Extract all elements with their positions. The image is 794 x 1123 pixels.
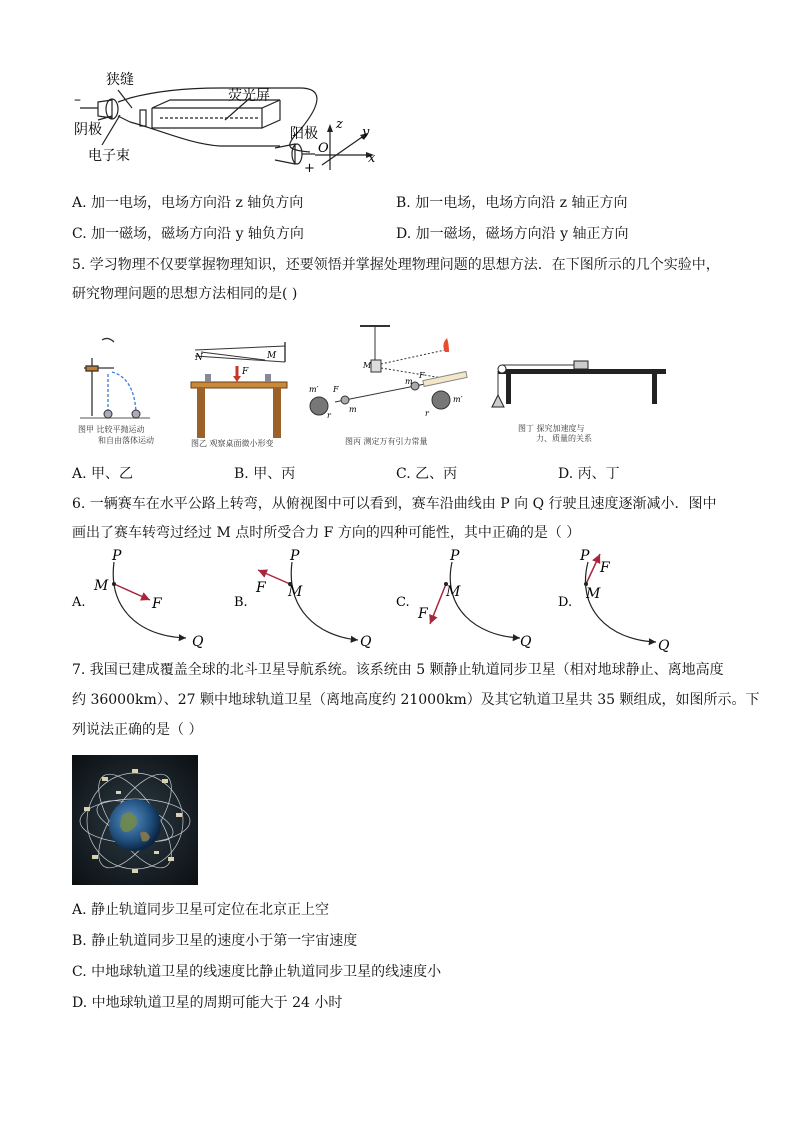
jia-caption-2: 和自由落体运动 bbox=[98, 436, 154, 445]
q4-option-a[interactable]: A. 加一电场，电场方向沿 z 轴负方向 bbox=[72, 195, 304, 211]
q6-letter-b: B. bbox=[234, 595, 248, 610]
ding-caption-2: 力、质量的关系 bbox=[536, 434, 592, 443]
beam-label: 电子束 bbox=[88, 148, 130, 164]
axis-z: z bbox=[336, 117, 343, 132]
q6-stem-line2: 画出了赛车转弯过经过 M 点时所受合力 F 方向的四种可能性，其中正确的是（ ） bbox=[72, 525, 581, 541]
q6-stem-line1: 6. 一辆赛车在水平公路上转弯，从俯视图中可以看到，赛车沿曲线由 P 向 Q 行驶且速度逐渐减小．图中 bbox=[72, 496, 717, 512]
yi-F: F bbox=[242, 367, 249, 377]
q5-stem-line2: 研究物理问题的思想方法相同的是( ) bbox=[72, 286, 298, 302]
slit-label: 狭缝 bbox=[106, 72, 134, 88]
q6-c-P: P bbox=[450, 548, 460, 564]
q5-option-a[interactable]: A. 甲、乙 bbox=[72, 466, 134, 482]
axis-y: y bbox=[362, 125, 370, 140]
bing-M: M bbox=[363, 361, 372, 370]
bing-m-2: m bbox=[405, 377, 413, 386]
q6-a-Q: Q bbox=[192, 634, 204, 650]
q7-option-a[interactable]: A. 静止轨道同步卫星可定位在北京正上空 bbox=[72, 902, 330, 918]
q7-option-d[interactable]: D. 中地球轨道卫星的周期可能大于 24 小时 bbox=[72, 995, 343, 1011]
cathode-label: 阴极 bbox=[74, 122, 102, 138]
q7-stem-line2: 约 36000km）、27 颗中地球轨道卫星（离地高度约 21000km）及其它轨道卫星共 35 颗组成，如图所示。下 bbox=[72, 692, 760, 708]
q6-c-Q: Q bbox=[520, 634, 532, 650]
bing-caption: 图丙 测定万有引力常量 bbox=[345, 437, 428, 446]
q6-letter-c: C. bbox=[396, 595, 410, 610]
bing-mprime-2: m′ bbox=[453, 395, 463, 404]
q5-stem-line1: 5. 学习物理不仅要掌握物理知识，还要领悟并掌握处理物理问题的思想方法．在下图所示的几个实验中， bbox=[72, 257, 720, 273]
q6-b-M: M bbox=[288, 584, 303, 600]
q6-b-Q: Q bbox=[360, 634, 372, 650]
q7-option-c[interactable]: C. 中地球轨道卫星的线速度比静止轨道同步卫星的线速度小 bbox=[72, 964, 442, 980]
q5-option-c[interactable]: C. 乙、丙 bbox=[396, 466, 458, 482]
q4-option-b[interactable]: B. 加一电场，电场方向沿 z 轴正方向 bbox=[396, 195, 628, 211]
q6-d-P: P bbox=[580, 548, 590, 564]
q7-stem-line1: 7. 我国已建成覆盖全球的北斗卫星导航系统。该系统由 5 颗静止轨道同步卫星（相对地球静止、离地高度 bbox=[72, 662, 724, 678]
q6-b-F: F bbox=[256, 580, 266, 596]
q6-c-M: M bbox=[446, 584, 461, 600]
bing-F-2: F bbox=[419, 371, 425, 380]
q6-d-F: F bbox=[600, 560, 610, 576]
q6-d-M: M bbox=[586, 586, 601, 602]
q5-option-d[interactable]: D. 丙、丁 bbox=[558, 466, 620, 482]
jia-caption-1: 图甲 比较平抛运动 bbox=[78, 425, 145, 434]
bing-mprime-1: m′ bbox=[309, 385, 319, 394]
bing-F-1: F bbox=[333, 385, 339, 394]
q4-option-d[interactable]: D. 加一磁场，磁场方向沿 y 轴正方向 bbox=[396, 226, 629, 242]
screen-label: 荧光屏 bbox=[228, 88, 270, 104]
q6-a-M: M bbox=[94, 578, 109, 594]
q6-b-P: P bbox=[290, 548, 300, 564]
bing-r-1: r bbox=[327, 411, 331, 420]
ding-caption-1: 图丁 探究加速度与 bbox=[518, 424, 585, 433]
q5-figure-ding bbox=[488, 355, 673, 445]
q6-letter-a: A. bbox=[72, 595, 86, 610]
beidou-satellite-image bbox=[72, 755, 198, 885]
q5-figure-jia bbox=[72, 328, 172, 448]
q7-option-b[interactable]: B. 静止轨道同步卫星的速度小于第一宇宙速度 bbox=[72, 933, 358, 949]
yi-M: M bbox=[267, 351, 277, 361]
q7-stem-line3: 列说法正确的是（ ） bbox=[72, 722, 203, 738]
minus-sign: – bbox=[74, 92, 81, 108]
q4-option-c[interactable]: C. 加一磁场，磁场方向沿 y 轴负方向 bbox=[72, 226, 304, 242]
q5-option-b[interactable]: B. 甲、丙 bbox=[234, 466, 296, 482]
q6-a-F: F bbox=[152, 596, 162, 612]
anode-label: 阳极 bbox=[290, 126, 318, 142]
electron-tube-figure bbox=[60, 60, 400, 180]
axis-x: x bbox=[368, 151, 376, 166]
q6-a-P: P bbox=[112, 548, 122, 564]
q5-figure-yi bbox=[185, 338, 295, 448]
axis-o: O bbox=[318, 141, 329, 156]
q6-c-F: F bbox=[418, 606, 428, 622]
bing-m-1: m bbox=[349, 405, 357, 414]
q6-d-Q: Q bbox=[658, 638, 670, 654]
plus-sign: + bbox=[304, 161, 315, 176]
q6-diagrams bbox=[68, 548, 708, 658]
yi-caption: 图乙 观察桌面微小形变 bbox=[191, 439, 274, 448]
bing-r-2: r bbox=[425, 409, 429, 418]
yi-N: N bbox=[195, 353, 203, 363]
q6-letter-d: D. bbox=[558, 595, 573, 610]
q5-figure-bing bbox=[305, 320, 470, 450]
